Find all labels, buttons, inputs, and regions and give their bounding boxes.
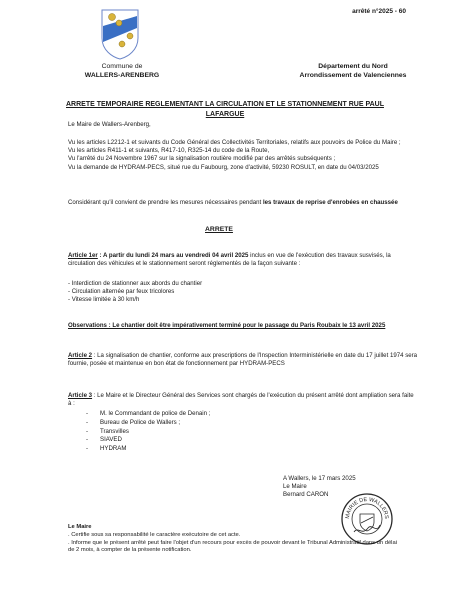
decree-reference: arrêté n°2025 - 60	[352, 8, 406, 15]
considering-works: les travaux de reprise d'enrobées en chaussée	[262, 199, 398, 206]
article-1-dates: : A partir du lundi 24 mars au vendredi 04 avril 2025	[97, 252, 249, 259]
svg-text:MAIRIE DE WALLERS: MAIRIE DE WALLERS	[344, 496, 390, 520]
arrondissement-name: Arrondissement de Valenciennes	[299, 72, 407, 79]
article-2-label: Article 2	[68, 352, 93, 359]
legal-considerations	[68, 139, 418, 172]
recipient-item: - HYDRAM	[86, 445, 210, 454]
consideration-line: Vu l'arrêté du 24 Novembre 1967 sur la signalisation routière modifié par des arrêtés subséquents ;	[68, 155, 336, 163]
mayor-intro: Le Maire de Wallers-Arenberg,	[68, 121, 151, 128]
observations: Observations : Le chantier doit être impérativement terminé pour le passage du Paris Roubaix le 13 avril 2025	[68, 322, 386, 329]
footer-line: . Informe que le présent arrêté peut faire l'objet d'un recours pour excès de pouvoir devant le Tribunal Administratif dans un délai de 2 mois, à compter de la présente notification.	[68, 539, 397, 554]
measure-item: - Interdiction de stationner aux abords du chantier	[68, 280, 203, 287]
arrete-heading: ARRETE	[205, 226, 233, 233]
footer-notice	[68, 524, 398, 555]
article-2-text: : La signalisation de chantier, conforme aux prescriptions de l'Inspection Interministérielle en date du 17 juillet 1974 sera fournie, posée et maintenue en bon état de fonctionnement par HYDRAM-PECS	[68, 352, 418, 368]
consideration-line: Vu les articles R411-1 et suivants, R417-10, R325-14 du code de la Route,	[68, 147, 270, 155]
department-name: Département du Nord	[318, 63, 388, 70]
article-3-label: Article 3	[68, 392, 93, 399]
consideration-line: Vu les articles L2212-1 et suivants du Code Général des Collectivités Territoriales, relatifs aux pouvoirs de Police du Maire ;	[68, 139, 401, 146]
signature-place-date: A Wallers, le 17 mars 2025	[283, 475, 356, 482]
signature-name: Bernard CARON	[283, 491, 329, 499]
article-1-label: Article 1er	[68, 252, 98, 259]
article-3	[68, 392, 418, 408]
commune-name: WALLERS-ARENBERG	[84, 72, 160, 79]
measure-item: - Circulation alternée par feux tricolores	[68, 288, 175, 296]
article-3-text: : Le Maire et le Directeur Général des Services sont chargés de l'exécution du présent arrêté dont ampliation sera faite à :	[68, 392, 414, 408]
signature-role: Le Maire	[283, 483, 307, 491]
article-1-text: inclus en vue de l'exécution des travaux susvisés, la circulation des véhicules et le stationnement seront réglementés de la façon suivante :	[68, 252, 391, 268]
recipient-item: - Transvilles	[86, 428, 210, 437]
traffic-measures	[68, 280, 418, 305]
article-1	[68, 252, 418, 268]
measure-item: - Vitesse limitée à 30 km/h	[68, 296, 140, 304]
recipient-item: - SIAVED	[86, 436, 210, 445]
commune-block	[62, 62, 182, 80]
article-2	[68, 352, 418, 368]
considering-paragraph	[68, 199, 418, 207]
considering-prefix: Considérant qu'il convient de prendre les mesures nécessaires pendant	[68, 199, 263, 206]
recipient-item: - M. le Commandant de police de Denain ;	[86, 410, 210, 419]
coat-of-arms-icon	[100, 8, 140, 60]
footer-line: . Certifie sous sa responsabilité le caractère exécutoire de cet acte.	[68, 531, 241, 538]
footer-heading: Le Maire	[68, 524, 92, 530]
recipient-list	[86, 410, 210, 454]
department-block	[268, 62, 438, 80]
commune-label: Commune de	[101, 63, 143, 70]
consideration-line: Vu la demande de HYDRAM-PECS, situé rue du Faubourg, zone d'activité, 59230 ROSULT, en date du 04/03/2025	[68, 163, 379, 171]
decree-title: ARRETE TEMPORAIRE REGLEMENTANT LA CIRCULATION ET LE STATIONNEMENT RUE PAUL LAFARGUE	[66, 101, 384, 118]
recipient-item: - Bureau de Police de Wallers ;	[86, 419, 210, 428]
